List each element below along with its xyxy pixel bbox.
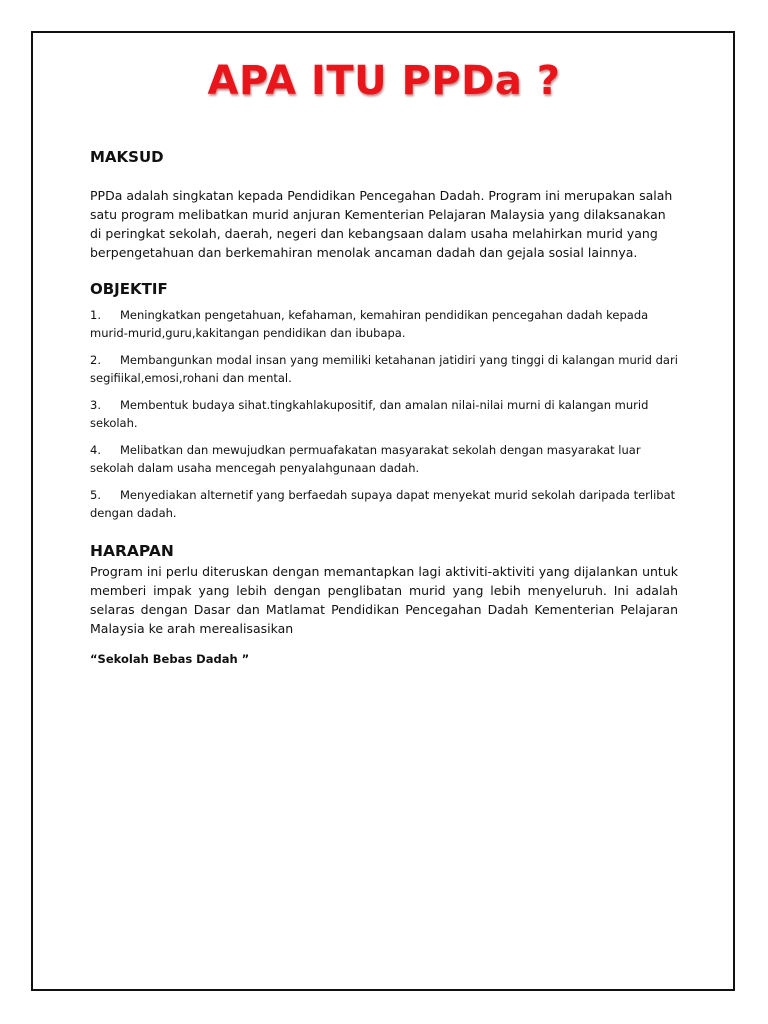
objektif-list	[90, 306, 678, 522]
objektif-item-text: Menyediakan alternetif yang berfaedah supaya dapat menyekat murid sekolah daripada terlibat dengan dadah.	[90, 488, 676, 520]
objektif-item	[90, 396, 678, 432]
objektif-item	[90, 306, 678, 342]
document-body	[90, 148, 678, 669]
page-title: APA ITU PPDa ?	[207, 58, 561, 104]
objektif-item-text: Membangunkan modal insan yang memiliki ketahanan jatidiri yang tinggi di kalangan murid dari segifiikal,emosi,rohani dan mental.	[90, 353, 678, 385]
objektif-item-number: 4.	[90, 443, 101, 457]
harapan-paragraph: Program ini perlu diteruskan dengan memantapkan lagi aktiviti-aktiviti yang dijalankan untuk memberi impak yang lebih dengan penglibatan murid yang lebih menyeluruh. Ini adalah selaras dengan Dasar dan Matlamat Pendidikan Pencegahan Dadah Kementerian Pelajaran Malaysia ke arah merealisasikan	[90, 564, 678, 636]
harapan-heading: HARAPAN	[90, 542, 174, 560]
objektif-item	[90, 486, 678, 522]
objektif-item	[90, 441, 678, 477]
objektif-item-text: Melibatkan dan mewujudkan permuafakatan masyarakat sekolah dengan masyarakat luar sekolah dalam usaha mencegah penyalahgunaan dadah.	[90, 443, 641, 475]
objektif-item-number: 1.	[90, 308, 101, 322]
objektif-item-number: 2.	[90, 353, 101, 367]
maksud-heading: MAKSUD	[90, 148, 164, 166]
objektif-item-number: 5.	[90, 488, 101, 502]
maksud-paragraph: PPDa adalah singkatan kepada Pendidikan Pencegahan Dadah. Program ini merupakan salah satu program melibatkan murid anjuran Kementerian Pelajaran Malaysia yang dilaksanakan di peringkat sekolah, daerah, negeri dan kebangsaan dalam usaha melahirkan murid yang berpengetahuan dan berkemahiran menolak ancaman dadah dan gejala sosial lainnya.	[90, 188, 673, 260]
objektif-item-number: 3.	[90, 398, 101, 412]
harapan-quote: “Sekolah Bebas Dadah ”	[90, 652, 250, 666]
objektif-item	[90, 351, 678, 387]
objektif-heading: OBJEKTIF	[90, 280, 168, 298]
objektif-item-text: Membentuk budaya sihat.tingkahlakupositif, dan amalan nilai-nilai murni di kalangan murid sekolah.	[90, 398, 649, 430]
objektif-item-text: Meningkatkan pengetahuan, kefahaman, kemahiran pendidikan pencegahan dadah kepada murid-murid,guru,kakitangan pendidikan dan ibubapa.	[90, 308, 649, 340]
